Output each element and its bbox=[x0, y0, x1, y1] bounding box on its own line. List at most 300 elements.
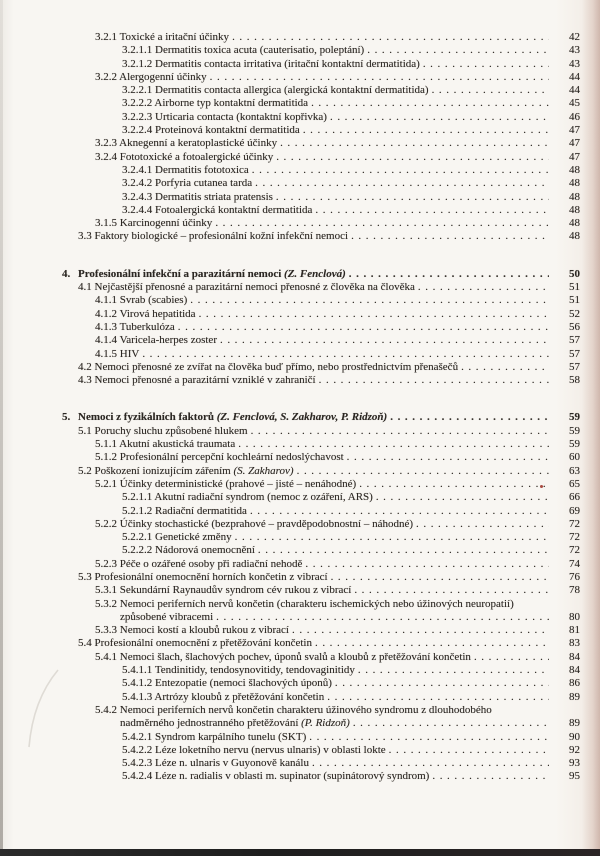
toc-entry-text bbox=[95, 624, 289, 637]
toc-entry-page: 59 bbox=[569, 424, 580, 437]
dot-leader bbox=[359, 478, 549, 491]
toc-entry-page: 89 bbox=[569, 717, 580, 730]
toc-entry bbox=[62, 111, 580, 124]
toc-entry bbox=[62, 268, 580, 281]
dot-leader bbox=[235, 531, 549, 544]
toc-entry-text bbox=[95, 217, 212, 230]
toc-entry-title: Dermatitis contacta irritativa (iritační kontaktní dermatitida) bbox=[155, 57, 420, 70]
toc-entry bbox=[62, 531, 580, 544]
toc-entry-text bbox=[78, 374, 316, 387]
toc-entry-title: Airborne typ kontaktní dermatitida bbox=[154, 97, 309, 110]
toc-entry-title: Nemoci kostí a kloubů rukou z vibrací bbox=[119, 624, 289, 637]
toc-entry-title: Nemoci z fyzikálních faktorů bbox=[78, 411, 214, 424]
dot-leader bbox=[423, 58, 549, 71]
toc-entry-text bbox=[95, 308, 196, 321]
dot-leader bbox=[351, 230, 549, 243]
toc-entry-page: 81 bbox=[569, 624, 580, 637]
toc-entry-title: Porfyria cutanea tarda bbox=[155, 177, 253, 190]
toc-entry-number: 3.2.1.2 bbox=[122, 57, 153, 70]
toc-entry-number: 3.2.2.3 bbox=[122, 110, 153, 123]
toc-entry-page: 48 bbox=[569, 217, 580, 230]
toc-entry-title: Profesionální onemocnění horních končetin z vibrací bbox=[94, 570, 328, 583]
toc-entry bbox=[62, 598, 580, 611]
toc-entry bbox=[62, 505, 580, 518]
toc-entry-page: 69 bbox=[569, 504, 580, 517]
toc-entry-text bbox=[95, 321, 175, 334]
toc-entry-page: 47 bbox=[569, 124, 580, 137]
toc-entry-page: 65 bbox=[569, 477, 580, 490]
toc-entry-title: Fototoxické a fotoalergické účinky bbox=[119, 150, 274, 163]
dot-leader bbox=[199, 308, 549, 321]
toc-entry-page: 58 bbox=[569, 374, 580, 387]
dot-leader bbox=[311, 97, 549, 110]
toc-entry-page: 51 bbox=[569, 281, 580, 294]
dot-leader bbox=[251, 425, 549, 438]
toc-entry bbox=[62, 230, 580, 243]
toc-entry-title: Nemoci přenosné ze zvířat na člověka buď přímo, nebo prostřednictvím přenašečů bbox=[94, 360, 459, 373]
toc-entry-page: 48 bbox=[569, 177, 580, 190]
toc-entry bbox=[62, 411, 580, 424]
toc-entry-title: Tuberkulóza bbox=[119, 320, 175, 333]
dot-leader bbox=[315, 204, 549, 217]
toc-entry-page: 78 bbox=[569, 584, 580, 597]
toc-entry-text bbox=[78, 637, 312, 650]
toc-entry-title: Nemoci šlach, šlachových pochev, úponů svalů a kloubů z přetěžování končetin bbox=[119, 650, 471, 663]
toc-entry-title: Léze n. radialis v oblasti m. supinator (supinátorový syndrom) bbox=[155, 770, 430, 783]
dot-leader bbox=[178, 321, 549, 334]
dot-leader bbox=[210, 71, 549, 84]
toc-entry-text bbox=[122, 44, 364, 57]
toc-entry-number: 5.2.3 bbox=[95, 557, 117, 570]
toc-entry-page: 57 bbox=[569, 360, 580, 373]
toc-entry-text bbox=[122, 124, 300, 137]
toc-entry-title: Faktory biologické – profesionální kožní infekční nemoci bbox=[94, 230, 349, 243]
toc-entry-number: 3.2.2.2 bbox=[122, 97, 153, 110]
toc-entry bbox=[62, 637, 580, 650]
toc-entry-title: Dermatitis toxica acuta (cauterisatio, poleptání) bbox=[155, 44, 365, 57]
toc-entry-text bbox=[78, 425, 248, 438]
dot-leader bbox=[303, 124, 549, 137]
toc-entry-page: 83 bbox=[569, 637, 580, 650]
toc-entry-title: Aknegenní a keratoplastické účinky bbox=[119, 137, 278, 150]
toc-entry-title: Dermatitis contacta allergica (alergická kontaktní dermatitida) bbox=[155, 84, 429, 97]
toc-entry-page: 84 bbox=[569, 650, 580, 663]
toc-entry-number: 3.3 bbox=[78, 230, 92, 243]
toc-entry-text bbox=[95, 598, 514, 611]
dot-leader bbox=[349, 268, 549, 281]
toc-entry-title: Fotoalergická kontaktní dermatitida bbox=[155, 203, 313, 216]
toc-entry-page: 46 bbox=[569, 110, 580, 123]
toc-entry-text bbox=[62, 411, 387, 424]
toc-entry-text bbox=[95, 71, 207, 84]
toc-entry-number: 5.4.1.1 bbox=[122, 664, 153, 677]
toc-entry bbox=[62, 584, 580, 597]
toc-entry bbox=[62, 677, 580, 690]
toc-entry-page: 44 bbox=[569, 84, 580, 97]
toc-entry bbox=[62, 84, 580, 97]
toc-entry bbox=[62, 478, 580, 491]
toc-entry bbox=[62, 744, 580, 757]
toc-entry-number: 3.2.2.4 bbox=[122, 124, 153, 137]
toc-entry-title: Genetické změny bbox=[155, 531, 232, 544]
toc-entry-page: 59 bbox=[569, 411, 580, 424]
toc-entry-text bbox=[95, 137, 277, 150]
dot-leader bbox=[327, 691, 549, 704]
toc-entry bbox=[62, 451, 580, 464]
toc-entry-title: Péče o ozářené osoby při radiační nehodě bbox=[119, 557, 303, 570]
dot-leader bbox=[292, 624, 549, 637]
toc-entry-text bbox=[78, 230, 348, 243]
dot-leader bbox=[389, 744, 549, 757]
toc-entry-number: 4. bbox=[62, 267, 71, 280]
dot-leader bbox=[190, 294, 549, 307]
toc-entry-page: 95 bbox=[569, 770, 580, 783]
dot-leader bbox=[347, 451, 549, 464]
toc-entry-number: 5.3.3 bbox=[95, 624, 117, 637]
toc-entry-page: 89 bbox=[569, 690, 580, 703]
toc-entry bbox=[62, 164, 580, 177]
toc-entry bbox=[62, 438, 580, 451]
ink-speck bbox=[540, 485, 543, 488]
toc-entry-number: 4.1.1 bbox=[95, 294, 117, 307]
toc-entry-number: 3.2.1.1 bbox=[122, 44, 153, 57]
toc-entry-text bbox=[95, 151, 273, 164]
dot-leader bbox=[354, 584, 549, 597]
toc-entry-text bbox=[122, 164, 249, 177]
toc-entry-text bbox=[122, 691, 324, 704]
toc-entry-number: 5.1 bbox=[78, 424, 92, 437]
toc-entry-number: 3.2.4.2 bbox=[122, 177, 153, 190]
toc-entry-text bbox=[95, 518, 413, 531]
toc-entry bbox=[62, 97, 580, 110]
toc-entry-title: Nemoci periferních nervů končetin (charakteru ischemických nebo úžinových neuropatií) bbox=[119, 597, 514, 610]
toc-entry bbox=[62, 124, 580, 137]
toc-entry-title: Nemoci periferních nervů končetin charakteru úžinového syndromu z dlouhodobého bbox=[119, 703, 492, 716]
toc-entry-title: Nádorová onemocnění bbox=[155, 544, 255, 557]
toc-entry-title: Nemoci přenosné a parazitární vzniklé v zahraničí bbox=[94, 374, 316, 387]
toc-entry-title: Virová hepatitida bbox=[119, 307, 196, 320]
toc-entry-number: 3.2.2 bbox=[95, 70, 117, 83]
toc-entry-title-continued: nadměrného jednostranného přetěžování bbox=[120, 717, 299, 730]
toc-entry bbox=[62, 664, 580, 677]
toc-entry-number: 3.2.4.4 bbox=[122, 203, 153, 216]
toc-entry-page: 92 bbox=[569, 743, 580, 756]
toc-entry-number: 3.2.4.3 bbox=[122, 190, 153, 203]
toc-entry-page: 51 bbox=[569, 294, 580, 307]
dot-leader bbox=[309, 731, 549, 744]
toc-entry-title: Poruchy sluchu způsobené hlukem bbox=[94, 424, 248, 437]
toc-entry-text bbox=[95, 478, 356, 491]
toc-entry-text bbox=[122, 531, 232, 544]
toc-entry bbox=[62, 281, 580, 294]
toc-entry bbox=[62, 217, 580, 230]
dot-leader bbox=[280, 137, 549, 150]
toc-entry bbox=[62, 348, 580, 361]
toc-entry bbox=[62, 651, 580, 664]
toc-entry-page: 43 bbox=[569, 44, 580, 57]
toc-entry bbox=[62, 571, 580, 584]
dot-leader bbox=[276, 151, 549, 164]
toc-entry-number: 3.2.2.1 bbox=[122, 84, 153, 97]
toc-entry-title: HIV bbox=[119, 347, 140, 360]
toc-entry-number: 5.2.2.1 bbox=[122, 531, 153, 544]
dot-leader bbox=[297, 465, 549, 478]
toc-entry-text bbox=[120, 717, 350, 730]
toc-entry-author: (S. Zakharov) bbox=[233, 464, 294, 477]
dot-leader bbox=[312, 757, 549, 770]
toc-entry-page: 72 bbox=[569, 517, 580, 530]
toc-entry-text bbox=[95, 31, 229, 44]
dot-leader bbox=[461, 361, 549, 374]
toc-entry bbox=[62, 308, 580, 321]
toc-entry-number: 5. bbox=[62, 411, 71, 424]
toc-entry-number: 4.1.5 bbox=[95, 347, 117, 360]
dot-leader bbox=[255, 177, 549, 190]
toc-entry bbox=[62, 321, 580, 334]
toc-entry-page: 47 bbox=[569, 137, 580, 150]
toc-entry-title: Entezopatie (nemoci šlachových úponů) bbox=[155, 677, 332, 690]
toc-entry-text bbox=[62, 268, 346, 281]
toc-entry-text bbox=[122, 204, 312, 217]
toc-entry-number: 3.2.4 bbox=[95, 150, 117, 163]
toc-entry-text bbox=[95, 651, 471, 664]
toc-entry-text bbox=[95, 294, 187, 307]
dot-leader bbox=[276, 191, 549, 204]
toc-entry-page: 50 bbox=[569, 267, 580, 280]
toc-entry bbox=[62, 71, 580, 84]
toc-entry-text bbox=[122, 58, 420, 71]
toc-entry-text bbox=[122, 744, 386, 757]
toc-entry-title: Dermatitis fototoxica bbox=[155, 163, 249, 176]
toc-entry-page: 43 bbox=[569, 57, 580, 70]
toc-entry bbox=[62, 425, 580, 438]
toc-entry-text bbox=[122, 84, 429, 97]
toc-entry-page: 74 bbox=[569, 557, 580, 570]
toc-entry bbox=[62, 151, 580, 164]
toc-entry-number: 5.1.1 bbox=[95, 438, 117, 451]
dot-leader bbox=[142, 348, 549, 361]
dot-leader bbox=[335, 677, 549, 690]
toc-entry-text bbox=[122, 177, 252, 190]
toc-entry-text bbox=[120, 611, 213, 624]
dot-leader bbox=[353, 717, 549, 730]
toc-entry-number: 5.3.2 bbox=[95, 597, 117, 610]
toc-entry-title: Varicela-herpes zoster bbox=[119, 334, 217, 347]
toc-entry-text bbox=[122, 731, 306, 744]
toc-entry-number: 3.2.3 bbox=[95, 137, 117, 150]
toc-entry-text bbox=[78, 361, 458, 374]
toc-entry-number: 4.2 bbox=[78, 360, 92, 373]
toc-entry-title: Urticaria contacta (kontaktní kopřivka) bbox=[155, 110, 327, 123]
toc-entry bbox=[62, 731, 580, 744]
toc-entry-page: 59 bbox=[569, 438, 580, 451]
toc-entry-page: 48 bbox=[569, 203, 580, 216]
toc-entry bbox=[62, 518, 580, 531]
toc-entry-page: 86 bbox=[569, 677, 580, 690]
toc-entry-number: 5.4.2.3 bbox=[122, 757, 153, 770]
toc-entry-text bbox=[95, 334, 217, 347]
toc-entry-text bbox=[122, 191, 273, 204]
toc-entry-number: 3.2.4.1 bbox=[122, 163, 153, 176]
toc-entry-number: 5.2.1.1 bbox=[122, 491, 153, 504]
toc-entry-title: Akutní akustická traumata bbox=[119, 438, 236, 451]
dot-leader bbox=[250, 505, 549, 518]
dot-leader bbox=[367, 44, 549, 57]
toc-entry-number: 5.2.2 bbox=[95, 517, 117, 530]
dot-leader bbox=[216, 611, 549, 624]
toc-entry-title: Proteinová kontaktní dermatitida bbox=[155, 124, 300, 137]
table-of-contents bbox=[62, 31, 580, 784]
toc-entry bbox=[62, 704, 580, 717]
dot-leader bbox=[432, 84, 549, 97]
dot-leader bbox=[315, 637, 549, 650]
toc-entry bbox=[62, 137, 580, 150]
toc-entry-number: 3.2.1 bbox=[95, 31, 117, 43]
toc-entry-number: 5.4.1.3 bbox=[122, 690, 153, 703]
toc-entry-number: 5.2.1.2 bbox=[122, 504, 153, 517]
toc-entry-title: Profesionální percepční kochleární nedoslýchavost bbox=[119, 451, 344, 464]
toc-entry-page: 44 bbox=[569, 70, 580, 83]
toc-entry-title: Syndrom karpálního tunelu (SKT) bbox=[155, 730, 307, 743]
toc-entry bbox=[62, 558, 580, 571]
scan-right-edge-tint bbox=[582, 0, 600, 849]
dot-leader bbox=[215, 217, 549, 230]
dot-leader bbox=[432, 770, 549, 783]
toc-entry-number: 5.2.1 bbox=[95, 477, 117, 490]
toc-entry bbox=[62, 770, 580, 783]
toc-entry-page: 84 bbox=[569, 664, 580, 677]
toc-entry-page: 52 bbox=[569, 307, 580, 320]
toc-entry-text bbox=[95, 558, 302, 571]
toc-entry-text bbox=[122, 677, 332, 690]
toc-entry bbox=[62, 44, 580, 57]
toc-entry-title: Profesionální onemocnění z přetěžování končetin bbox=[94, 637, 312, 650]
toc-entry-title: Akutní radiační syndrom (nemoc z ozáření, ARS) bbox=[154, 491, 373, 504]
dot-leader bbox=[331, 571, 549, 584]
toc-entry-number: 5.2.2.2 bbox=[122, 544, 153, 557]
dot-leader bbox=[220, 334, 549, 347]
toc-entry-text bbox=[78, 465, 294, 478]
toc-entry-text bbox=[122, 111, 327, 124]
toc-entry-number: 4.1.3 bbox=[95, 320, 117, 333]
toc-entry-text bbox=[95, 451, 344, 464]
toc-entry-page: 76 bbox=[569, 570, 580, 583]
toc-entry bbox=[62, 31, 580, 44]
toc-entry bbox=[62, 465, 580, 478]
toc-entry-title: Poškození ionizujícím zářením bbox=[94, 464, 231, 477]
toc-entry-number: 5.4.2.1 bbox=[122, 730, 153, 743]
dot-leader bbox=[330, 111, 549, 124]
toc-entry-number: 5.4.2.4 bbox=[122, 770, 153, 783]
toc-entry-page: 66 bbox=[569, 491, 580, 504]
toc-entry-title: Tendinitidy, tendosynovitidy, tendovaginitidy bbox=[154, 664, 355, 677]
toc-entry-number: 4.1.2 bbox=[95, 307, 117, 320]
toc-entry bbox=[62, 544, 580, 557]
toc-entry bbox=[62, 691, 580, 704]
toc-entry-continuation bbox=[62, 717, 580, 730]
toc-entry-page: 48 bbox=[569, 163, 580, 176]
toc-entry-number: 5.3.1 bbox=[95, 584, 117, 597]
dot-leader bbox=[238, 438, 549, 451]
toc-entry-number: 3.1.5 bbox=[95, 217, 117, 230]
toc-entry-page: 48 bbox=[569, 230, 580, 243]
toc-entry-page: 57 bbox=[569, 347, 580, 360]
toc-entry-text bbox=[95, 584, 351, 597]
toc-entry-page: 93 bbox=[569, 757, 580, 770]
dot-leader bbox=[258, 544, 549, 557]
toc-entry-page: 48 bbox=[569, 190, 580, 203]
toc-entry-page: 42 bbox=[569, 31, 580, 43]
toc-entry-text bbox=[122, 664, 355, 677]
toc-entry bbox=[62, 191, 580, 204]
toc-entry-page: 57 bbox=[569, 334, 580, 347]
toc-entry-text bbox=[95, 704, 492, 717]
toc-entry-title: Dermatitis striata pratensis bbox=[155, 190, 273, 203]
toc-entry-text bbox=[122, 757, 309, 770]
toc-entry-page: 63 bbox=[569, 464, 580, 477]
toc-entry-title: Artrózy kloubů z přetěžování končetin bbox=[154, 690, 325, 703]
dot-leader bbox=[474, 651, 549, 664]
toc-entry bbox=[62, 757, 580, 770]
toc-entry-author: (Z. Fenclová) bbox=[284, 267, 346, 280]
toc-entry-text bbox=[95, 348, 139, 361]
toc-entry bbox=[62, 177, 580, 190]
toc-entry-author: (Z. Fenclová, S. Zakharov, P. Ridzoň) bbox=[216, 411, 388, 424]
toc-entry-number: 5.4.2.2 bbox=[122, 743, 153, 756]
toc-entry-number: 4.1.4 bbox=[95, 334, 117, 347]
toc-entry-author: (P. Ridzoň) bbox=[301, 717, 350, 730]
toc-entry-title: Profesionální infekční a parazitární nemoci bbox=[78, 267, 282, 280]
toc-entry-number: 5.4 bbox=[78, 637, 92, 650]
toc-entry-page: 80 bbox=[569, 610, 580, 623]
toc-entry bbox=[62, 491, 580, 504]
toc-entry-number: 4.3 bbox=[78, 374, 92, 387]
toc-entry bbox=[62, 361, 580, 374]
toc-entry-number: 5.2 bbox=[78, 464, 92, 477]
scan-left-edge-shadow bbox=[0, 0, 3, 849]
toc-entry-number: 5.1.2 bbox=[95, 451, 117, 464]
toc-entry-title: Radiační dermatitida bbox=[155, 504, 247, 517]
toc-entry bbox=[62, 334, 580, 347]
toc-entry-title: Svrab (scabies) bbox=[119, 294, 188, 307]
dot-leader bbox=[418, 281, 549, 294]
dot-leader bbox=[376, 491, 549, 504]
toc-entry bbox=[62, 58, 580, 71]
dot-leader bbox=[319, 374, 549, 387]
dot-leader bbox=[390, 411, 549, 424]
toc-entry-page: 72 bbox=[569, 544, 580, 557]
toc-entry bbox=[62, 294, 580, 307]
toc-entry-page: 90 bbox=[569, 730, 580, 743]
dot-leader bbox=[305, 558, 549, 571]
scan-bottom-edge-bar bbox=[0, 849, 600, 856]
toc-entry-title: Účinky stochastické (bezprahové – pravděpodobnostní – náhodné) bbox=[119, 517, 413, 530]
toc-entry-number: 5.3 bbox=[78, 570, 92, 583]
toc-entry-text bbox=[78, 571, 328, 584]
toc-entry-text bbox=[95, 438, 235, 451]
toc-entry-page: 60 bbox=[569, 451, 580, 464]
toc-entry bbox=[62, 624, 580, 637]
toc-entry-text bbox=[122, 770, 429, 783]
toc-entry-page: 45 bbox=[569, 97, 580, 110]
toc-entry bbox=[62, 204, 580, 217]
toc-entry-title: Léze loketního nervu (nervus ulnaris) v oblasti lokte bbox=[155, 743, 386, 756]
toc-entry-page: 47 bbox=[569, 150, 580, 163]
toc-entry-title: Toxické a iritační účinky bbox=[119, 31, 230, 43]
toc-entry-continuation bbox=[62, 611, 580, 624]
toc-entry bbox=[62, 374, 580, 387]
toc-entry-number: 4.1 bbox=[78, 281, 92, 294]
